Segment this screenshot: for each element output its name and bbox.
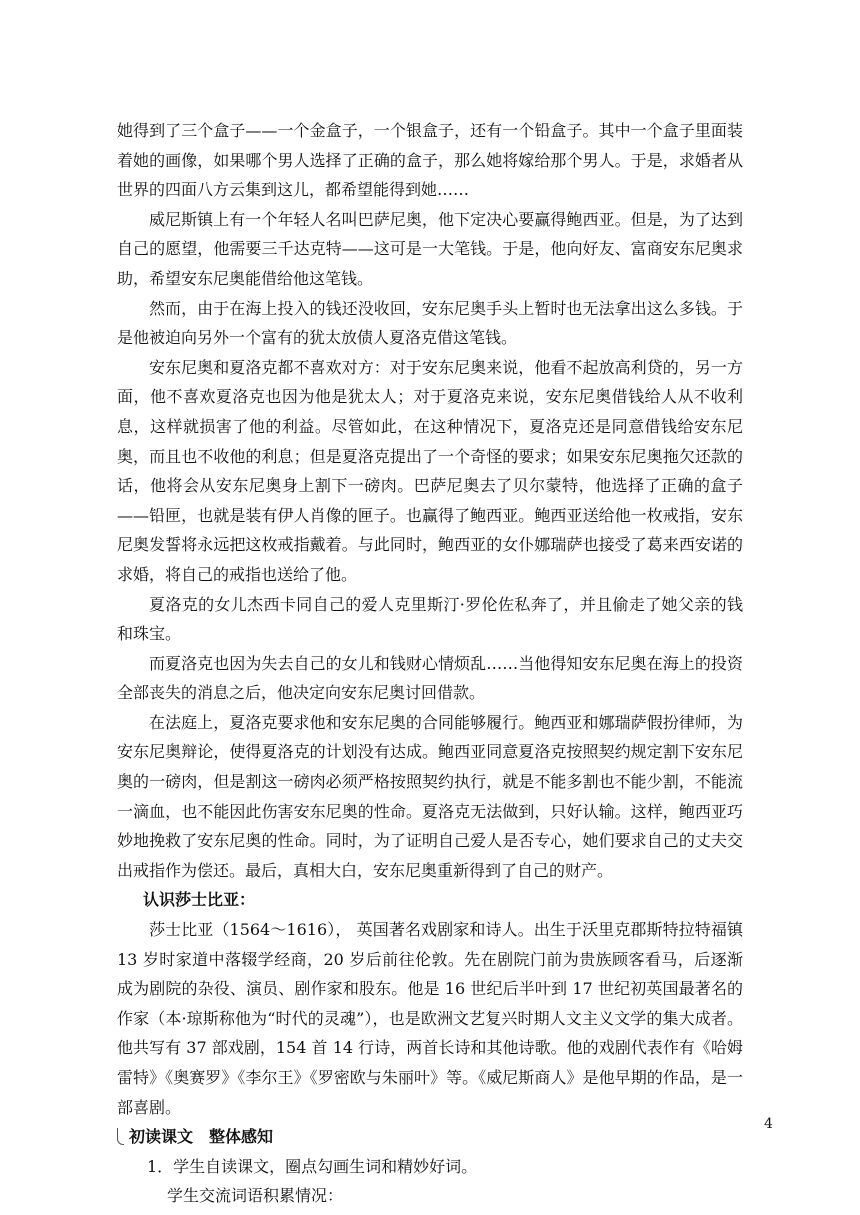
paragraph-3: 然而，由于在海上投入的钱还没收回，安东尼奥手头上暂时也无法拿出这么多钱。于是他被迫向另外一个富有的犹太放债人夏洛克借这笔钱。 [117,298,743,348]
paragraph-4: 安东尼奥和夏洛克都不喜欢对方：对于安东尼奥来说，他看不起放高利贷的，另一方面，他不喜欢夏洛克也因为他是犹太人；对于夏洛克来说，安东尼奥借钱给人从不收利息，这样就损害了他的利益。尽管如此，在这种情况下，夏洛克还是同意借钱给安东尼奥，而且也不收他的利息；但是夏洛克提出了一个奇怪的要求；如果安东尼奥拖欠还款的话，他将会从安东尼奥身上割下一磅肉。巴萨尼奥去了贝尔蒙特，他选择了正确的盒子——铅匣，也就是装有伊人肖像的匣子。也赢得了鲍西亚。鲍西亚送给他一枚戒指，安东尼奥发誓将永远把这枚戒指戴着。与此同时，鲍西亚的女仆娜瑞萨也接受了葛来西安诺的求婚，将自己的戒指也送给了他。 [117,357,743,584]
list-item-1: 1．学生自读课文，圈点勾画生词和精妙好词。 [147,1156,478,1176]
page-number: 4 [764,1116,773,1132]
page-content [117,116,743,1211]
section-heading-text: 初读课文 整体感知 [129,1127,274,1147]
paragraph-7: 在法庭上，夏洛克要求他和安东尼奥的合同能够履行。鲍西亚和娜瑞萨假扮律师，为安东尼奥辩论，使得夏洛克的计划没有达成。鲍西亚同意夏洛克按照契约规定割下安东尼奥的一磅肉，但是割这一磅肉必须严格按照契约执行，就是不能多割也不能少割，不能流一滴血，也不能因此伤害安东尼奥的性命。夏洛克无法做到，只好认输。这样，鲍西亚巧妙地挽救了安东尼奥的性命。同时，为了证明自己爱人是否专心，她们要求自己的丈夫交出戒指作为偿还。最后，真相大白，安东尼奥重新得到了自己的财产。 [117,712,743,880]
paragraph-5: 夏洛克的女儿杰西卡同自己的爱人克里斯汀·罗伦佐私奔了，并且偷走了她父亲的钱和珠宝。 [117,594,743,644]
shakespeare-paragraph: 莎士比亚（1564～1616）， 英国著名戏剧家和诗人。出生于沃里克郡斯特拉特福镇 13 岁时家道中落辍学经商，20 岁后前往伦敦。先在剧院门前为贵族顾客看马，后逐渐成为剧院的杂役、演员、剧作家和股东。他是 16 世纪后半叶到 17 世纪初英国最著名的作家（本·琼斯称他为“时代的灵魂”），也是欧洲文艺复兴时期人文主义文学的集大成者。他共写有 37 部戏剧，154 首 14 行诗，两首长诗和其他诗歌。他的戏剧代表作有《哈姆雷特》《奥赛罗》《李尔王》《罗密欧与朱丽叶》等。《威尼斯商人》是他早期的作品，是一部喜剧。 [117,920,743,1117]
paragraph-1: 她得到了三个盒子——一个金盒子，一个银盒子，还有一个铅盒子。其中一个盒子里面装着她的画像，如果哪个男人选择了正确的盒子，那么她将嫁给那个男人。于是，求婚者从世界的四面八方云集到这儿，都希望能得到她…… [117,121,743,200]
shakespeare-heading: 认识莎士比亚： [143,890,256,910]
section-bracket-icon [117,1128,124,1145]
section-heading [117,1122,743,1152]
paragraph-2: 威尼斯镇上有一个年轻人名叫巴萨尼奥，他下定决心要赢得鲍西亚。但是，为了达到自己的愿望，他需要三千达克特——这可是一大笔钱。于是，他向好友、富商安东尼奥求助，希望安东尼奥能借给他这笔钱。 [117,209,743,288]
paragraph-6: 而夏洛克也因为失去自己的女儿和钱财心情烦乱……当他得知安东尼奥在海上的投资全部丧失的消息之后，他决定向安东尼奥讨回借款。 [117,653,743,703]
list-item-1-sub: 学生交流词语积累情况： [167,1186,344,1206]
